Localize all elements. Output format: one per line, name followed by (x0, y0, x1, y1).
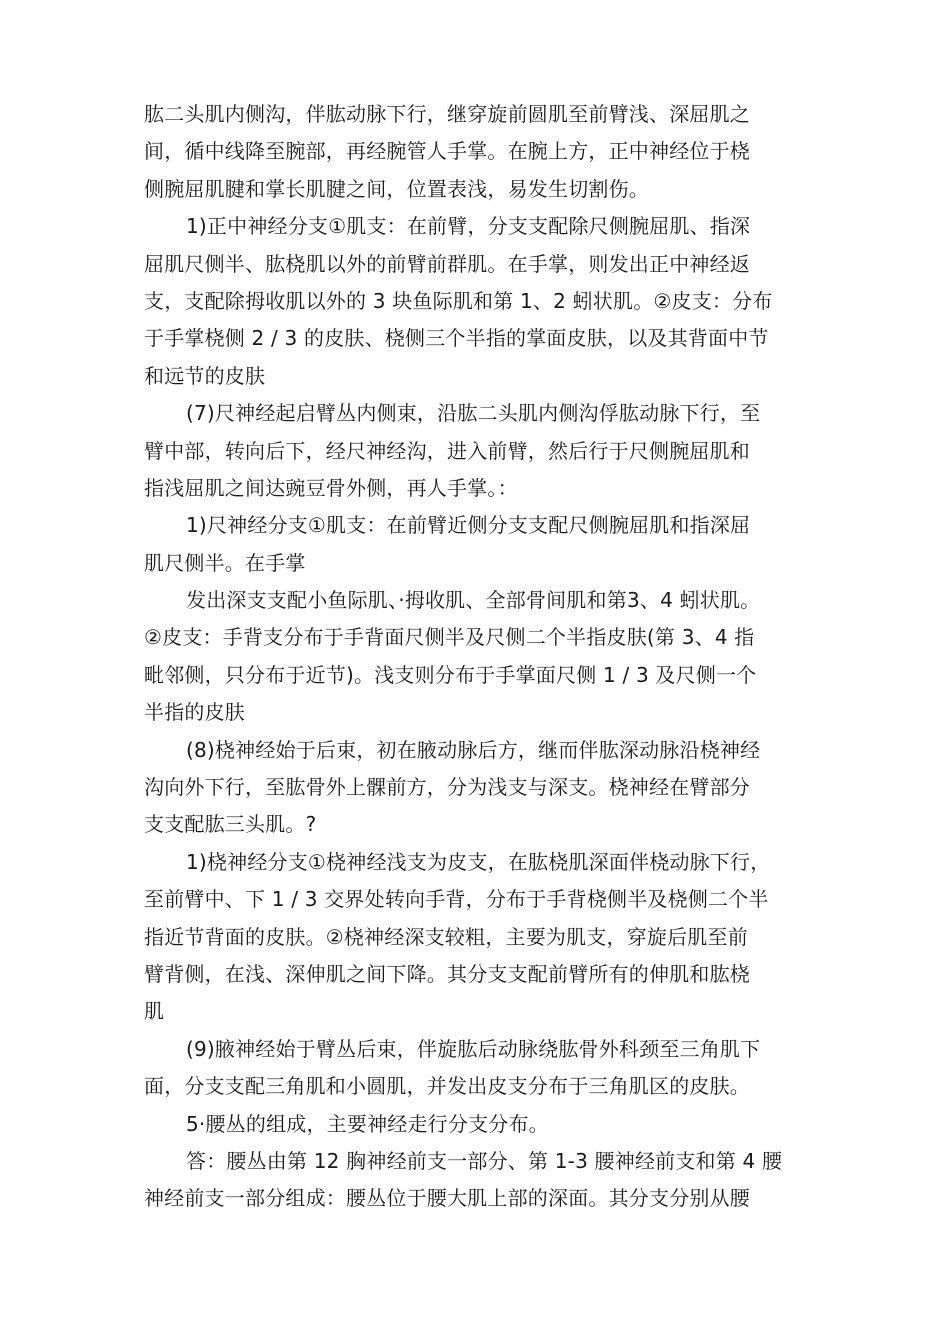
text-line: 1)桡神经分支①桡神经浅支为皮支，在肱桡肌深面伴桡动脉下行， (186, 849, 771, 874)
text-line: 毗邻侧，只分布于近节)。浅支则分布于手掌面尺侧 1 / 3 及尺侧一个 (144, 662, 757, 687)
text-line: 肌尺侧半。在手掌 (144, 550, 306, 575)
text-line: 肌 (144, 999, 165, 1024)
text-line: (7)尺神经起启臂丛内侧束，沿肱二头肌内侧沟俘肱动脉下行，至 (186, 401, 761, 426)
text-line: 支支配肱三头肌。? (144, 812, 317, 837)
document-body-text (144, 96, 808, 1218)
text-line: 屈肌尺侧半、肱桡肌以外的前臂前群肌。在手掌，则发出正中神经返 (144, 251, 750, 276)
text-line: 于手掌桡侧 2 / 3 的皮肤、桡侧三个半指的掌面皮肤，以及其背面中节 (144, 326, 769, 351)
text-line: 半指的皮肤 (144, 700, 245, 725)
text-line: 和远节的皮肤 (144, 363, 266, 388)
text-line: 指浅屈肌之间达豌豆骨外侧，再人手掌。： (144, 475, 518, 500)
text-line: 发出深支支配小鱼际肌、·拇收肌、全部骨间肌和第3、4 蚓状肌。 (186, 588, 761, 613)
text-line: 5·腰丛的组成，主要神经走行分支分布。 (186, 1111, 549, 1136)
text-line: 指近节背面的皮肤。②桡神经深支较粗，主要为肌支，穿旋后肌至前 (144, 924, 748, 949)
text-line: 侧腕屈肌腱和掌长肌腱之间，位置表浅，易发生切割伤。 (144, 176, 649, 201)
text-line: 答：腰丛由第 12 胸神经前支一部分、第 1-3 腰神经前支和第 4 腰 (186, 1148, 783, 1173)
text-line: 间，循中线降至腕部，再经腕管人手掌。在腕上方，正中神经位于桡 (144, 139, 750, 164)
text-line: ②皮支：手背支分布于手背面尺侧半及尺侧二个半指皮肤(第 3、4 指 (144, 625, 755, 650)
text-line: 至前臂中、下 1 / 3 交界处转向手背，分布于手背桡侧半及桡侧二个半 (144, 887, 769, 912)
text-line: 臂背侧，在浅、深伸肌之间下降。其分支支配前臂所有的伸肌和肱桡 (144, 961, 750, 986)
text-line: (8)桡神经始于后束，初在腋动脉后方，继而伴肱深动脉沿桡神经 (186, 737, 761, 762)
text-line: 神经前支一部分组成：腰丛位于腰大肌上部的深面。其分支分别从腰 (144, 1186, 750, 1211)
text-line: (9)腋神经始于臂丛后束，伴旋肱后动脉绕肱骨外科颈至三角肌下 (186, 1036, 761, 1061)
text-line: 肱二头肌内侧沟，伴肱动脉下行，继穿旋前圆肌至前臂浅、深屈肌之 (144, 102, 750, 126)
text-line: 支，支配除拇收肌以外的 3 块鱼际肌和第 1、2 蚓状肌。②皮支：分布 (144, 288, 773, 313)
text-line: 臂中部，转向后下，经尺神经沟，进入前臂，然后行于尺侧腕屈肌和 (144, 438, 750, 463)
text-line: 沟向外下行，至肱骨外上髁前方，分为浅支与深支。桡神经在臂部分 (144, 775, 750, 800)
text-line: 面，分支支配三角肌和小圆肌，并发出皮支分布于三角肌区的皮肤。 (144, 1074, 750, 1099)
text-line: 1)正中神经分支①肌支：在前臂，分支支配除尺侧腕屈肌、指深 (186, 214, 751, 239)
text-line: 1)尺神经分支①肌支：在前臂近侧分支支配尺侧腕屈肌和指深屈 (186, 513, 751, 538)
